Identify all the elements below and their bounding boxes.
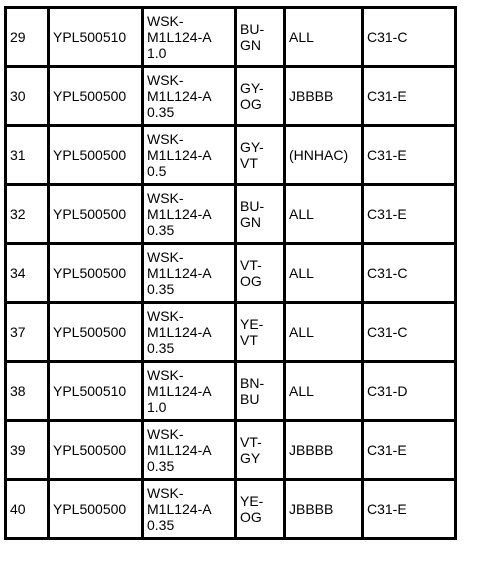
wire-spec-line: M1L124-A <box>147 206 212 222</box>
wire-spec-line: WSK- <box>147 131 184 147</box>
wire-spec-line: 1.0 <box>147 399 167 415</box>
wire-color-line: BU- <box>240 21 265 37</box>
option-code-cell: ALL <box>285 8 363 67</box>
row-number-cell: 37 <box>6 303 49 362</box>
wire-spec-line: M1L124-A <box>147 442 212 458</box>
wire-spec-line: 0.35 <box>147 104 175 120</box>
option-code-cell: ALL <box>285 185 363 244</box>
wire-color-line: YE- <box>240 316 264 332</box>
wire-spec-line: WSK- <box>147 190 184 206</box>
connector-cell: C31-E <box>363 126 456 185</box>
table-row <box>6 185 456 244</box>
part-number-cell: YPL500500 <box>49 185 143 244</box>
wire-color-cell <box>236 8 285 67</box>
table-row <box>6 362 456 421</box>
table-row <box>6 8 456 67</box>
wire-spec-line: WSK- <box>147 485 184 501</box>
wire-spec-cell <box>143 303 236 362</box>
wire-color-line: BU- <box>240 198 265 214</box>
connector-cell: C31-E <box>363 480 456 539</box>
wire-spec-line: 0.35 <box>147 222 175 238</box>
row-number-cell: 29 <box>6 8 49 67</box>
wire-color-line: GN <box>240 214 261 230</box>
wire-spec-line: 0.35 <box>147 340 175 356</box>
wire-color-line: VT <box>240 155 258 171</box>
option-code-cell: (HNHAC) <box>285 126 363 185</box>
wire-spec-line: 1.0 <box>147 45 167 61</box>
option-code-cell: ALL <box>285 303 363 362</box>
table-row <box>6 303 456 362</box>
wire-color-line: BU <box>240 391 260 407</box>
row-number-cell: 30 <box>6 67 49 126</box>
wire-spec-cell <box>143 421 236 480</box>
connector-cell: C31-C <box>363 244 456 303</box>
wire-color-cell <box>236 185 285 244</box>
wire-spec-cell <box>143 126 236 185</box>
wire-spec-line: M1L124-A <box>147 265 212 281</box>
table-row <box>6 421 456 480</box>
part-number-cell: YPL500510 <box>49 8 143 67</box>
connector-cell: C31-E <box>363 421 456 480</box>
row-number-cell: 40 <box>6 480 49 539</box>
wire-spec-line: 0.35 <box>147 281 175 297</box>
connector-cell: C31-C <box>363 8 456 67</box>
part-number-cell: YPL500510 <box>49 362 143 421</box>
wire-color-line: VT- <box>240 257 262 273</box>
wire-spec-line: M1L124-A <box>147 501 212 517</box>
row-number-cell: 38 <box>6 362 49 421</box>
wire-color-line: YE- <box>240 493 264 509</box>
wire-spec-cell <box>143 185 236 244</box>
option-code-cell: JBBBB <box>285 480 363 539</box>
wire-spec-line: WSK- <box>147 249 184 265</box>
row-number-cell: 34 <box>6 244 49 303</box>
wire-color-line: GN <box>240 37 261 53</box>
wire-spec-line: 0.5 <box>147 163 167 179</box>
connector-cell: C31-D <box>363 362 456 421</box>
wire-color-cell <box>236 67 285 126</box>
wire-spec-line: WSK- <box>147 13 184 29</box>
wire-spec-line: M1L124-A <box>147 147 212 163</box>
wire-color-line: VT <box>240 332 258 348</box>
table-row <box>6 126 456 185</box>
option-code-cell: JBBBB <box>285 67 363 126</box>
wire-spec-line: WSK- <box>147 426 184 442</box>
wire-color-cell <box>236 244 285 303</box>
wire-color-cell <box>236 126 285 185</box>
part-number-cell: YPL500500 <box>49 303 143 362</box>
wire-spec-cell <box>143 67 236 126</box>
wire-color-line: OG <box>240 96 262 112</box>
table-row <box>6 67 456 126</box>
part-number-cell: YPL500500 <box>49 244 143 303</box>
wire-spec-cell <box>143 244 236 303</box>
wire-color-line: OG <box>240 509 262 525</box>
option-code-cell: JBBBB <box>285 421 363 480</box>
wire-spec-line: 0.35 <box>147 458 175 474</box>
wire-color-line: OG <box>240 273 262 289</box>
connector-cell: C31-E <box>363 67 456 126</box>
connector-cell: C31-C <box>363 303 456 362</box>
wire-color-cell <box>236 303 285 362</box>
wire-color-line: GY- <box>240 80 264 96</box>
wire-spec-line: M1L124-A <box>147 88 212 104</box>
wiring-table-container <box>4 6 457 540</box>
part-number-cell: YPL500500 <box>49 67 143 126</box>
row-number-cell: 31 <box>6 126 49 185</box>
connector-cell: C31-E <box>363 185 456 244</box>
part-number-cell: YPL500500 <box>49 480 143 539</box>
wire-spec-line: M1L124-A <box>147 383 212 399</box>
part-number-cell: YPL500500 <box>49 126 143 185</box>
row-number-cell: 32 <box>6 185 49 244</box>
wire-spec-line: 0.35 <box>147 517 175 533</box>
wire-color-line: GY- <box>240 139 264 155</box>
wire-spec-cell <box>143 362 236 421</box>
table-row <box>6 480 456 539</box>
wire-spec-line: M1L124-A <box>147 324 212 340</box>
wire-color-line: BN- <box>240 375 265 391</box>
part-number-cell: YPL500500 <box>49 421 143 480</box>
wire-color-cell <box>236 480 285 539</box>
wire-spec-cell <box>143 480 236 539</box>
wire-color-line: VT- <box>240 434 262 450</box>
table-row <box>6 244 456 303</box>
wiring-table <box>4 6 457 540</box>
wire-spec-line: WSK- <box>147 367 184 383</box>
wire-spec-line: WSK- <box>147 308 184 324</box>
option-code-cell: ALL <box>285 362 363 421</box>
wire-spec-line: WSK- <box>147 72 184 88</box>
wire-color-cell <box>236 362 285 421</box>
wire-color-line: GY <box>240 450 261 466</box>
wiring-table-body <box>6 8 456 539</box>
wire-spec-cell <box>143 8 236 67</box>
row-number-cell: 39 <box>6 421 49 480</box>
wire-color-cell <box>236 421 285 480</box>
wire-spec-line: M1L124-A <box>147 29 212 45</box>
option-code-cell: ALL <box>285 244 363 303</box>
